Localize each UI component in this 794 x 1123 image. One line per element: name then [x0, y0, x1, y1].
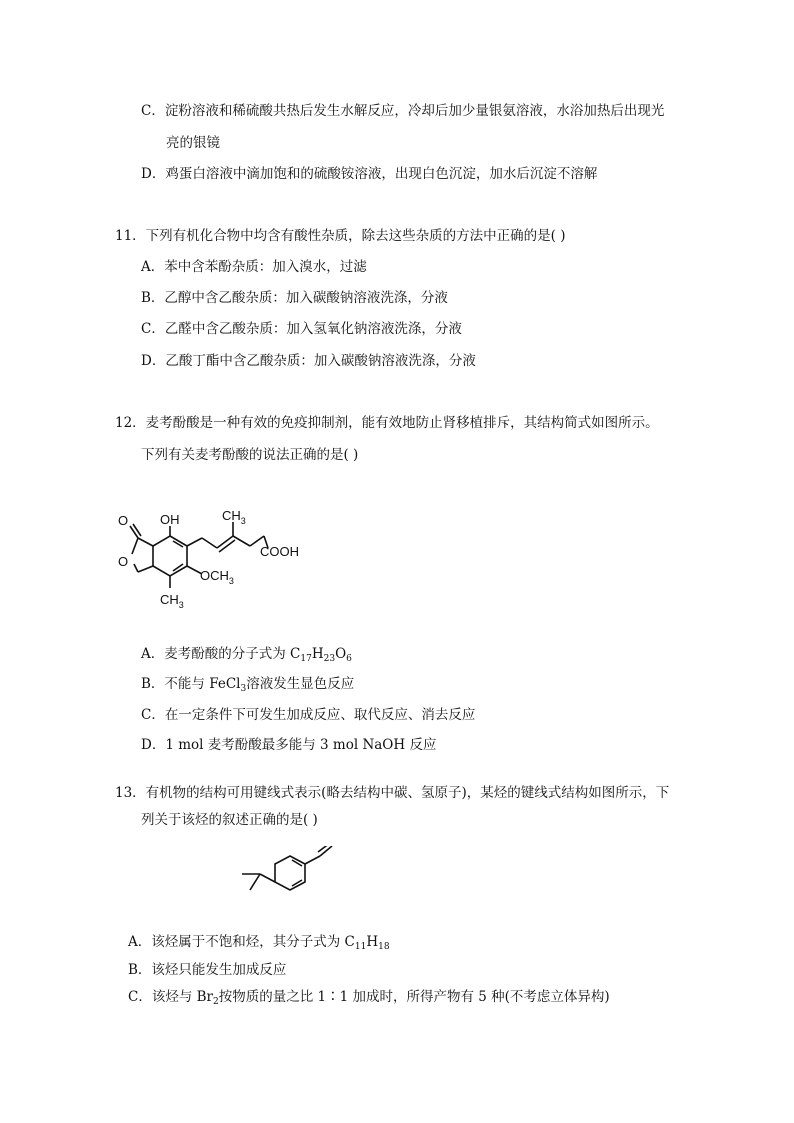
q12-option-c: C．在一定条件下可发生加成反应、取代反应、消去反应 — [141, 707, 476, 723]
q12-option-b: B．不能与 FeCl$_3$溶液发生显色反应 — [141, 676, 355, 694]
q12-option-a: A．麦考酚酸的分子式为 $C_{17}H_{23}O_6$ — [141, 646, 352, 664]
q11-option-c: C．乙醛中含乙酸杂质：加入氢氧化钠溶液洗涤，分液 — [141, 321, 462, 337]
q11-option-a: A．苯中含苯酚杂质：加入溴水，过滤 — [141, 259, 367, 275]
q11-option-b: B．乙醇中含乙酸杂质：加入碳酸钠溶液洗涤，分液 — [141, 290, 448, 306]
q13-option-a: A．该烃属于不饱和烃，其分子式为 $C_{11}H_{18}$ — [128, 934, 390, 952]
q12-structure-figure — [110, 500, 310, 610]
q13-option-c: C．该烃与 $Br_2$按物质的量之比 1∶1 加成时，所得产物有 5 种(不考虑立体异构) — [128, 989, 610, 1007]
q10-option-d: D．鸡蛋白溶液中滴加饱和的硫酸铵溶液，出现白色沉淀，加水后沉淀不溶解 — [141, 166, 598, 182]
fig-label-ring-o: O — [118, 554, 129, 569]
fig-label-oxo: O — [118, 513, 129, 528]
mycophenolic-acid-structure — [110, 500, 310, 610]
q12-stem-line1: 12．麦考酚酸是一种有效的免疫抑制剂，能有效地防止肾移植排斥，其结构简式如图所示。 — [115, 415, 659, 431]
q13-structure-figure — [232, 846, 342, 902]
fig-label-cooh: COOH — [260, 544, 299, 559]
fig-label-oh: OH — [160, 512, 180, 527]
fig-label-och3: $OCH_3$ — [200, 568, 234, 586]
hydrocarbon-skeletal-structure — [232, 846, 342, 902]
q13-stem-line2: 列关于该烃的叙述正确的是( ) — [141, 812, 318, 828]
q11-option-d: D．乙酸丁酯中含乙酸杂质：加入碳酸钠溶液洗涤，分液 — [141, 353, 476, 369]
fig-label-methyl-bottom: $CH_3$ — [160, 592, 184, 610]
q13-option-b: B．该烃只能发生加成反应 — [128, 962, 287, 978]
q12-stem-line2: 下列有关麦考酚酸的说法正确的是( ) — [141, 447, 359, 463]
q10-option-c-line1: C．淀粉溶液和稀硫酸共热后发生水解反应，冷却后加少量银氨溶液，水浴加热后出现光 — [141, 103, 665, 119]
q11-stem: 11．下列有机化合物中均含有酸性杂质，除去这些杂质的方法中正确的是( ) — [115, 228, 566, 244]
q13-stem-line1: 13．有机物的结构可用键线式表示(略去结构中碳、氢原子)，某烃的键线式结构如图所示，下 — [115, 785, 670, 801]
fig-label-methyl-top: $CH_3$ — [222, 508, 246, 526]
q10-option-c-line2: 亮的银镜 — [166, 135, 220, 151]
q12-option-d: D．1 mol 麦考酚酸最多能与 3 mol NaOH 反应 — [141, 737, 437, 753]
